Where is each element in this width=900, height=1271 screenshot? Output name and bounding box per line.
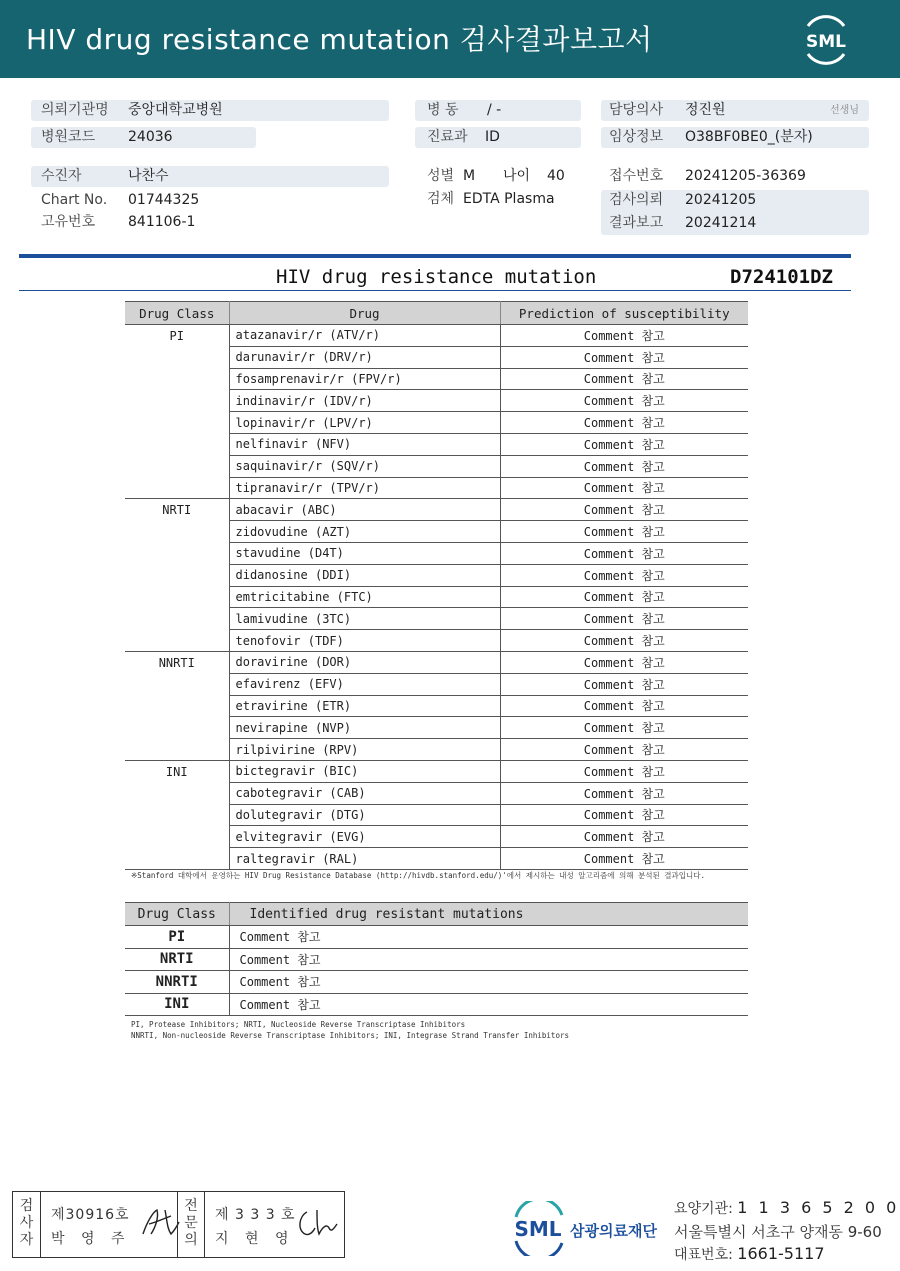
id-field: 고유번호 841106-1 [31, 212, 389, 233]
svg-text:SML: SML [514, 1217, 562, 1241]
sml-logo-icon [798, 12, 854, 68]
prediction-cell: Comment 참고 [500, 586, 748, 608]
prediction-cell: Comment 참고 [500, 390, 748, 412]
header-prediction: Prediction of susceptibility [500, 302, 748, 325]
table-row [125, 948, 748, 971]
drug-name-cell: darunavir/r (DRV/r) [229, 346, 500, 368]
patient-field: 수진자 나찬수 [31, 166, 389, 187]
prediction-cell: Comment 참고 [500, 651, 748, 673]
mutation-result-cell: Comment 참고 [229, 993, 748, 1016]
prediction-cell: Comment 참고 [500, 325, 748, 347]
prediction-cell: Comment 참고 [500, 848, 748, 870]
footer-phone: 1661-5117 [737, 1244, 825, 1263]
section-code: D724101DZ [730, 266, 833, 288]
footer-org-name: 삼광의료재단 [570, 1222, 657, 1240]
drug-table-header [125, 302, 748, 325]
doctor-value: 정진원 [685, 102, 726, 118]
doctor-suffix: 선생님 [830, 105, 859, 116]
drug-name-cell: raltegravir (RAL) [229, 848, 500, 870]
prediction-cell: Comment 참고 [500, 521, 748, 543]
mutation-class-cell: PI [125, 926, 229, 949]
drug-name-cell: nelfinavir (NFV) [229, 433, 500, 455]
mutation-result-cell: Comment 참고 [229, 948, 748, 971]
drug-name-cell: etravirine (ETR) [229, 695, 500, 717]
mutation-class-cell: NRTI [125, 948, 229, 971]
drug-name-cell: lamivudine (3TC) [229, 608, 500, 630]
table-row [125, 499, 748, 521]
signature-box [12, 1191, 345, 1258]
mutation-class-cell: INI [125, 993, 229, 1016]
drug-name-cell: tenofovir (TDF) [229, 630, 500, 652]
hospital-code-field: 병원코드 24036 [31, 127, 256, 148]
prediction-cell: Comment 참고 [500, 477, 748, 499]
header-drug: Drug [229, 302, 500, 325]
sex-value: M [463, 168, 476, 184]
specimen-value: EDTA Plasma [463, 191, 555, 207]
drug-name-cell: bictegravir (BIC) [229, 760, 500, 782]
mut-header-class: Drug Class [125, 903, 229, 926]
drug-name-cell: efavirenz (EFV) [229, 673, 500, 695]
examiner-signature-icon [137, 1204, 181, 1240]
stanford-footnote: ※Stanford 대학에서 운영하는 HIV Drug Resistance Database (http://hivdb.stanford.edu/)'에서 제시하는 내성 알고리즘에 의해 분석된 결과입니다. [131, 871, 706, 880]
drug-name-cell: fosamprenavir/r (FPV/r) [229, 368, 500, 390]
prediction-cell: Comment 참고 [500, 608, 748, 630]
footer-code-line: 요양기관: 1 1 3 6 5 2 0 0 [674, 1198, 900, 1217]
drug-name-cell: abacavir (ABC) [229, 499, 500, 521]
id-value: 841106-1 [128, 214, 196, 230]
age-value: 40 [547, 168, 565, 184]
table-row [125, 325, 748, 347]
drug-class-cell: INI [125, 760, 229, 869]
patient-value: 나찬수 [128, 168, 169, 184]
examiner-label: 검 사 자 [13, 1192, 41, 1257]
drug-name-cell: lopinavir/r (LPV/r) [229, 412, 500, 434]
request-field: 검사의뢰 20241205 [601, 190, 869, 211]
hospital-code-value: 24036 [128, 129, 173, 145]
report-header [0, 0, 900, 78]
mutation-table [125, 902, 748, 1016]
table-row [125, 971, 748, 994]
drug-name-cell: indinavir/r (IDV/r) [229, 390, 500, 412]
prediction-cell: Comment 참고 [500, 630, 748, 652]
drug-susceptibility-table [125, 301, 748, 870]
doctor-field: 담당의사 정진원 선생님 [601, 100, 869, 121]
specialist-name: 지 현 영 [215, 1231, 295, 1247]
table-row [125, 760, 748, 782]
ward-value: / - [487, 102, 502, 118]
prediction-cell: Comment 참고 [500, 717, 748, 739]
ward-field: 병 동 / - [415, 100, 581, 121]
drug-name-cell: zidovudine (AZT) [229, 521, 500, 543]
examiner-license: 제30916호 [51, 1207, 130, 1223]
drug-name-cell: elvitegravir (EVG) [229, 826, 500, 848]
institution-value: 중앙대학교병원 [128, 102, 223, 118]
report-date-field: 결과보고 20241214 [601, 211, 869, 235]
specialist-label: 전 문 의 [177, 1192, 205, 1257]
specialist-signature-icon [293, 1206, 341, 1240]
table-row [125, 926, 748, 949]
section-title: HIV drug resistance mutation [276, 266, 597, 288]
table-row [125, 993, 748, 1016]
dept-value: ID [485, 129, 500, 145]
prediction-cell: Comment 참고 [500, 542, 748, 564]
prediction-cell: Comment 참고 [500, 564, 748, 586]
report-date-value: 20241214 [685, 215, 757, 231]
prediction-cell: Comment 참고 [500, 695, 748, 717]
specialist-license: 제 3 3 3 호 [215, 1207, 296, 1223]
drug-class-cell: NNRTI [125, 651, 229, 760]
prediction-cell: Comment 참고 [500, 782, 748, 804]
header-drug-class: Drug Class [125, 302, 229, 325]
prediction-cell: Comment 참고 [500, 826, 748, 848]
prediction-cell: Comment 참고 [500, 739, 748, 761]
prediction-cell: Comment 참고 [500, 499, 748, 521]
footer-phone-line: 대표번호: 1661-5117 [674, 1244, 825, 1263]
sex-age-field: 성별 M 나이 40 [415, 166, 581, 187]
drug-name-cell: cabotegravir (CAB) [229, 782, 500, 804]
mutation-result-cell: Comment 참고 [229, 926, 748, 949]
drug-class-cell: PI [125, 325, 229, 499]
institution-field: 의뢰기관명 중앙대학교병원 [31, 100, 389, 121]
drug-name-cell: atazanavir/r (ATV/r) [229, 325, 500, 347]
prediction-cell: Comment 참고 [500, 673, 748, 695]
drug-name-cell: saquinavir/r (SQV/r) [229, 455, 500, 477]
drug-name-cell: dolutegravir (DTG) [229, 804, 500, 826]
svg-text:SML: SML [806, 32, 846, 52]
examiner-name: 박 영 주 [51, 1231, 131, 1247]
section-rule-top [19, 254, 851, 258]
receipt-field: 접수번호 20241205-36369 [601, 166, 869, 187]
abbreviation-footnote: PI, Protease Inhibitors; NRTI, Nucleoside Reverse Transcriptase Inhibitors NNRTI, Non-nucleoside Reverse Transcriptase Inhibitors; INI, Integrase Strand Transfer Inhibitors [131, 1020, 569, 1040]
specimen-field: 검체 EDTA Plasma [415, 189, 581, 210]
drug-name-cell: didanosine (DDI) [229, 564, 500, 586]
drug-name-cell: stavudine (D4T) [229, 542, 500, 564]
drug-name-cell: tipranavir/r (TPV/r) [229, 477, 500, 499]
clinical-value: O38BF0BE0_(분자) [685, 129, 813, 145]
prediction-cell: Comment 참고 [500, 455, 748, 477]
prediction-cell: Comment 참고 [500, 804, 748, 826]
receipt-value: 20241205-36369 [685, 168, 806, 184]
footer-address: 서울특별시 서초구 양재동 9-60 [674, 1223, 882, 1241]
prediction-cell: Comment 참고 [500, 368, 748, 390]
chart-value: 01744325 [128, 192, 200, 208]
prediction-cell: Comment 참고 [500, 760, 748, 782]
footer-code: 1 1 3 6 5 2 0 0 [737, 1198, 900, 1217]
clinical-field: 임상정보 O38BF0BE0_(분자) [601, 127, 869, 148]
mutation-result-cell: Comment 참고 [229, 971, 748, 994]
chart-field: Chart No. 01744325 [31, 190, 389, 211]
drug-name-cell: nevirapine (NVP) [229, 717, 500, 739]
mut-header-mutations: Identified drug resistant mutations [229, 903, 748, 926]
request-value: 20241205 [685, 192, 757, 208]
report-title: HIV drug resistance mutation 검사결과보고서 [26, 23, 653, 56]
mutation-table-header [125, 903, 748, 926]
drug-name-cell: doravirine (DOR) [229, 651, 500, 673]
drug-name-cell: emtricitabine (FTC) [229, 586, 500, 608]
prediction-cell: Comment 참고 [500, 433, 748, 455]
drug-class-cell: NRTI [125, 499, 229, 652]
table-row [125, 651, 748, 673]
prediction-cell: Comment 참고 [500, 412, 748, 434]
mutation-class-cell: NNRTI [125, 971, 229, 994]
prediction-cell: Comment 참고 [500, 346, 748, 368]
section-rule-bottom [19, 290, 851, 291]
drug-name-cell: rilpivirine (RPV) [229, 739, 500, 761]
dept-field: 진료과 ID [415, 127, 581, 148]
